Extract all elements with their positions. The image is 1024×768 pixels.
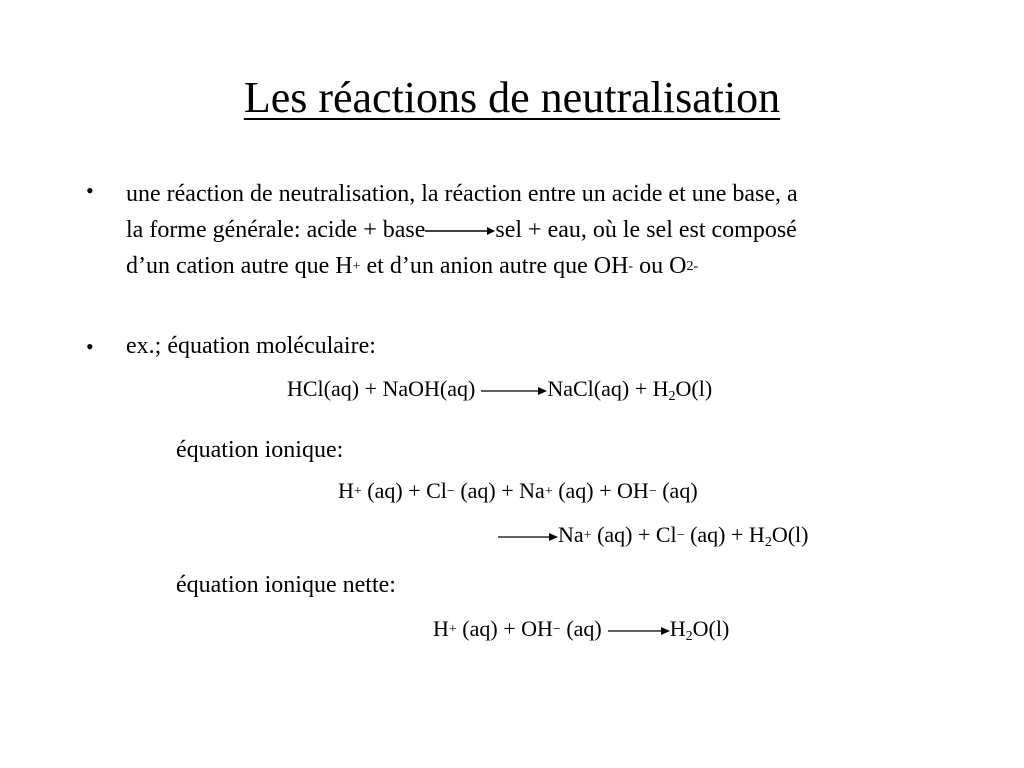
ionic-equation-reactants — [338, 478, 698, 504]
product-cl: (aq) + Cl — [591, 522, 677, 547]
molecular-products: NaCl(aq) + H — [547, 376, 669, 401]
ion-na: (aq) + Na — [454, 478, 545, 503]
ionic-equation-label: équation ionique: — [176, 437, 344, 463]
ion-oh-charge: − — [648, 484, 657, 499]
general-form-left: la forme générale: acide + base — [126, 217, 426, 243]
general-form-right: sel + eau, où le sel est composé — [495, 217, 797, 243]
ionic-equation-products — [498, 522, 808, 548]
product-na: Na — [558, 522, 584, 547]
molecular-reactants: HCl(aq) + NaOH(aq) — [287, 376, 476, 401]
bullet-1-line-3 — [126, 248, 798, 288]
ion-h-charge: + — [353, 484, 362, 499]
ion-oh: (aq) + OH — [552, 478, 649, 503]
product-na-charge: + — [583, 528, 592, 543]
o-charge: 2- — [686, 259, 699, 274]
reaction-arrow-icon — [498, 531, 558, 543]
reaction-arrow-icon — [425, 225, 495, 237]
bullet-marker: • — [86, 178, 94, 203]
oxide-text: ou O — [633, 253, 687, 279]
bullet-1-line-1: une réaction de neutralisation, la réaction entre un acide et une base, a — [126, 181, 798, 207]
net-ionic-equation-label: équation ionique nette: — [176, 572, 396, 598]
net-water-rest: O(l) — [692, 616, 730, 641]
water-rest: O(l) — [675, 376, 713, 401]
net-oh-charge: − — [552, 622, 561, 637]
ion-na-charge: + — [544, 484, 553, 499]
bullet-2-text: ex.; équation moléculaire: — [126, 333, 376, 359]
net-oh: (aq) + OH — [456, 616, 553, 641]
ion-h: H — [338, 478, 354, 503]
product-cl-charge: − — [676, 528, 685, 543]
bullet-marker: • — [86, 334, 94, 359]
oh-charge: - — [628, 259, 634, 274]
molecular-equation — [287, 376, 712, 402]
net-oh-state: (aq) — [560, 616, 602, 641]
bullet-1-text — [126, 176, 798, 288]
net-h-charge: + — [448, 622, 457, 637]
cation-text: d’un cation autre que H — [126, 253, 353, 279]
anion-text: et d’un anion autre que OH — [360, 253, 629, 279]
net-water: H — [669, 616, 686, 641]
ion-cl-charge: − — [446, 484, 455, 499]
bullet-1-line-2 — [126, 212, 798, 248]
reaction-arrow-icon — [481, 385, 547, 397]
h-charge: + — [352, 259, 361, 274]
product-water: (aq) + H — [684, 522, 765, 547]
product-water-subscript: 2 — [764, 535, 772, 550]
net-h: H — [433, 616, 449, 641]
water-subscript: 2 — [668, 389, 676, 404]
ion-cl: (aq) + Cl — [361, 478, 447, 503]
net-ionic-equation — [433, 616, 729, 642]
ion-oh-state: (aq) — [656, 478, 698, 503]
reaction-arrow-icon — [608, 625, 670, 637]
net-water-subscript: 2 — [685, 629, 693, 644]
product-water-rest: O(l) — [771, 522, 809, 547]
slide-title: Les réactions de neutralisation — [243, 73, 781, 122]
